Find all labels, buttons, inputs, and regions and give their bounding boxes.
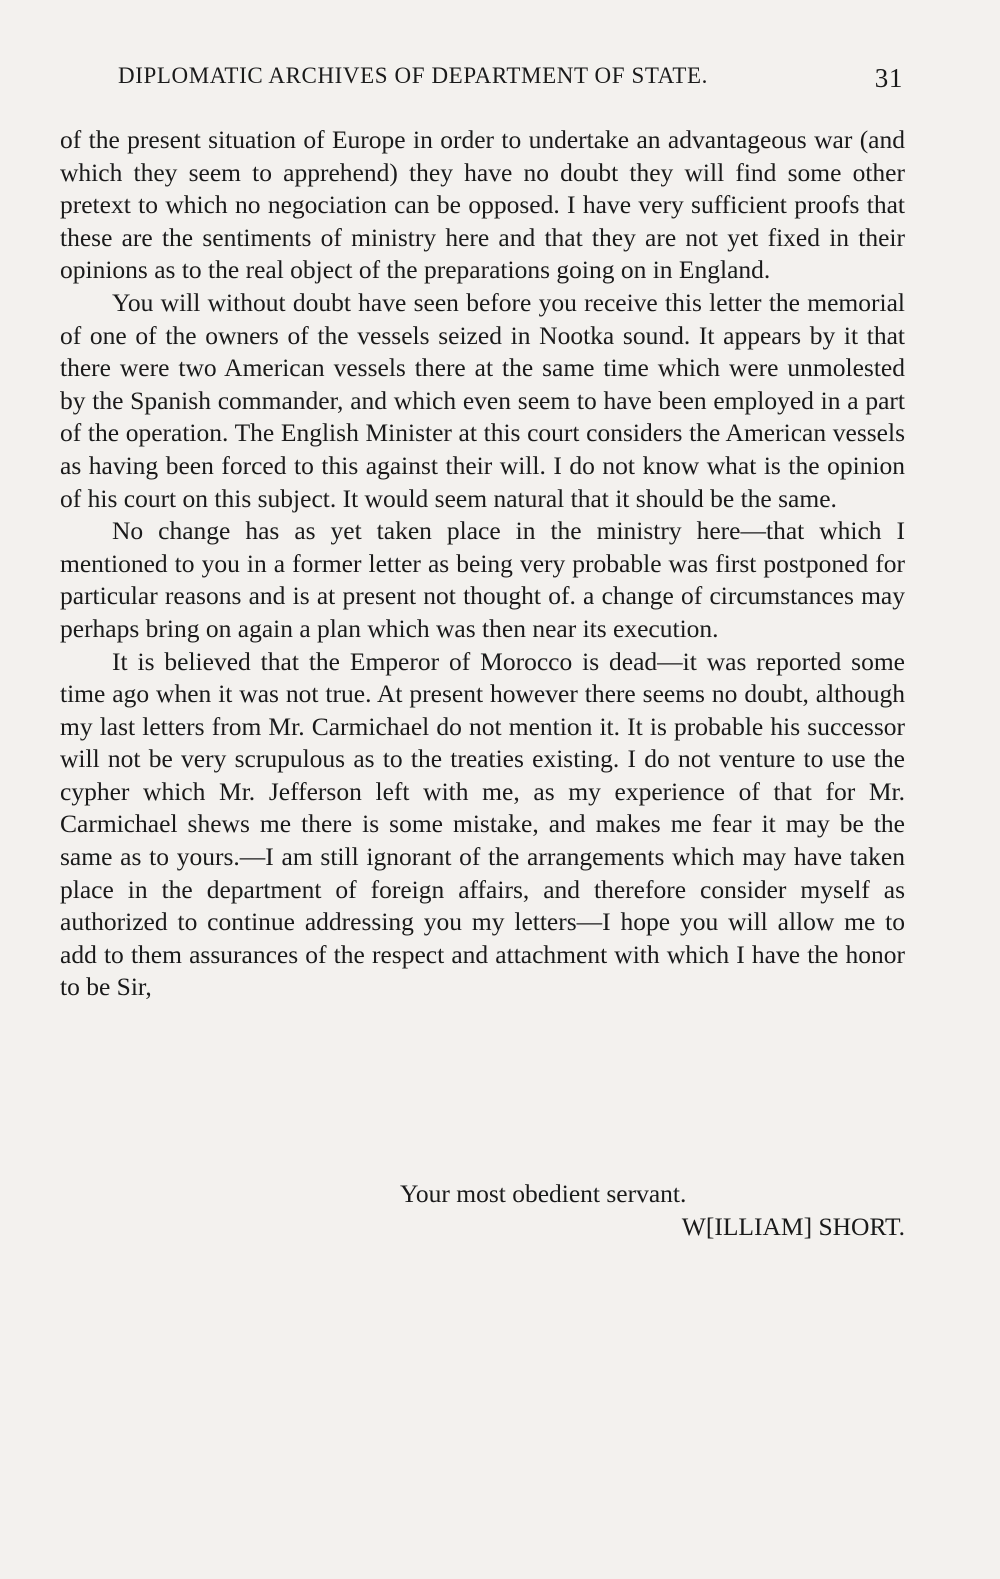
letter-closing xyxy=(60,1177,905,1243)
body-text xyxy=(60,124,905,1004)
paragraph-nootka: You will without doubt have seen before you receive this letter the memorial of one of the owners of the vessels seized in Nootka sound. It appears by it that there were two American vessels there at the same time which were unmolested by the Spanish commander, and which even seem to have been employed in a part of the operation. The English Minister at this court considers the American vessels as having been forced to this against their will. I do not know what is the opinion of his court on this subject. It would seem natural that it should be the same. xyxy=(60,287,905,513)
paragraph-continued: of the present situation of Europe in order to undertake an advantageous war (and which they seem to apprehend) they have no doubt they will find some other pretext to which no negociation can be opposed. I have very sufficient proofs that these are the sentiments of ministry here and that they are not yet fixed in their opinions as to the real object of the preparations going on in England. xyxy=(60,125,905,285)
paragraph-ministry: No change has as yet taken place in the ministry here—that which I mentioned to you in a former letter as being very probable was first postponed for particular reasons and is at present not thought of. a change of circumstances may perhaps bring on again a plan which was then near its execution. xyxy=(60,516,905,643)
signature: W[ILLIAM] SHORT. xyxy=(681,1212,905,1241)
paragraph-morocco: It is believed that the Emperor of Morocco is dead—it was reported some time ago when it was not true. At present however there seems no doubt, although my last letters from Mr. Carmichael do not mention it. It is probable his successor will not be very scrupulous as to the treaties existing. I do not venture to use the cypher which Mr. Jefferson left with me, as my experience of that for Mr. Carmichael shews me there is some mistake, and makes me fear it may be the same as to yours.—I am still ignorant of the arrangements which may have taken place in the department of foreign affairs, and therefore consider myself as authorized to continue addressing you my letters—I hope you will allow me to add to them assurances of the respect and attachment with which I have the honor to be Sir, xyxy=(60,646,905,1002)
valediction: Your most obedient servant. xyxy=(400,1179,687,1208)
running-head xyxy=(118,63,903,97)
running-head-title: DIPLOMATIC ARCHIVES OF DEPARTMENT OF STATE. xyxy=(118,63,708,88)
page-number: 31 xyxy=(874,63,903,93)
